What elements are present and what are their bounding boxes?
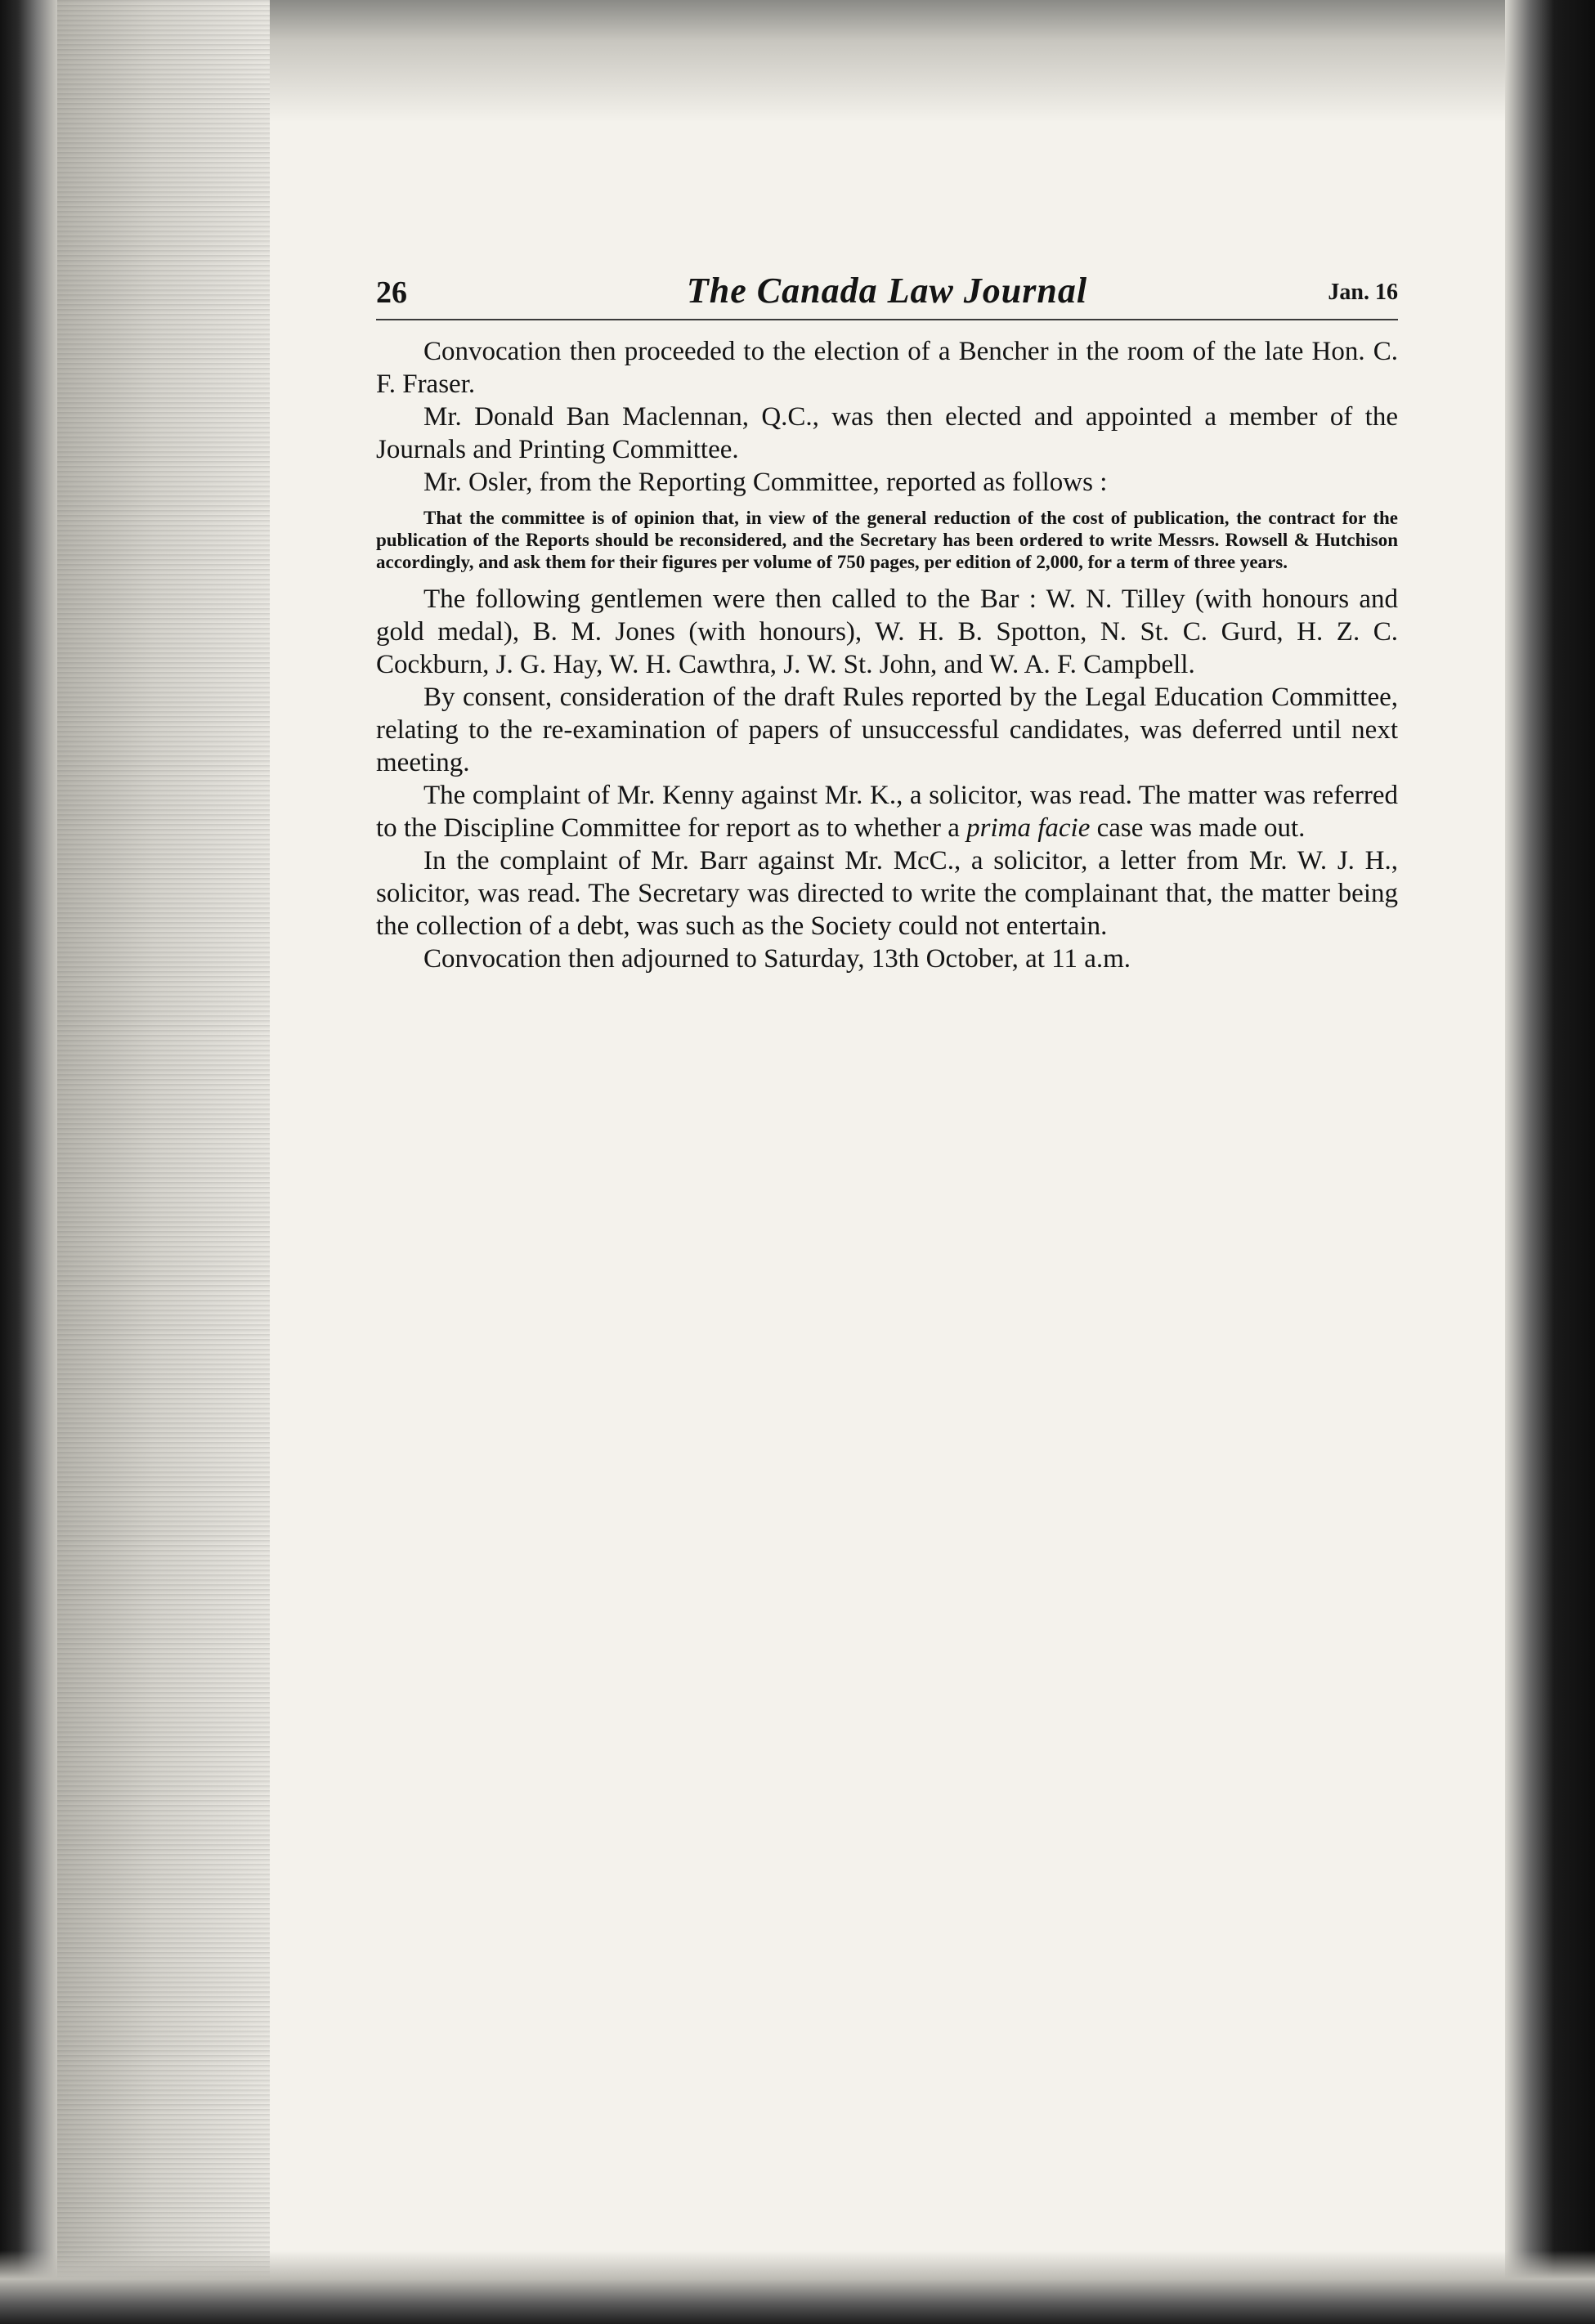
kenny-text-before: The complaint of Mr. Kenny against Mr. K., a solicitor, was read. The matter was referred to the Discipline Committee for report as to whether a <box>376 781 1398 843</box>
scan-binding-edge <box>0 0 57 2324</box>
kenny-text-after: case was made out. <box>1090 813 1306 843</box>
paragraph-called-to-bar: The following gentlemen were then called to the Bar : W. N. Tilley (with honours and gold medal), B. M. Jones (with honours), W. H. B. Spotton, N. St. C. Gurd, H. Z. C. Cockburn, J. G. Hay, W. H. Cawthra, J. W. St. John, and W. A. F. Campbell. <box>376 584 1398 679</box>
paragraph-kenny-complaint <box>376 779 1398 844</box>
paragraph-osler: Mr. Osler, from the Reporting Committee, reported as follows : <box>423 468 1108 497</box>
paragraph-adjournment: Convocation then adjourned to Saturday, 13th October, at 11 a.m. <box>423 944 1131 974</box>
document-page <box>376 270 1398 975</box>
scan-right-edge <box>1505 0 1595 2324</box>
running-head-date: Jan. 16 <box>1328 280 1398 305</box>
page-number: 26 <box>376 275 407 310</box>
paragraph-draft-rules: By consent, consideration of the draft Rules reported by the Legal Education Committee, relating to the re-examination of papers of unsuccessful candidates, was deferred until next meeting. <box>376 683 1398 777</box>
paragraph-maclennan: Mr. Donald Ban Maclennan, Q.C., was then elected and appointed a member of the Journals and Printing Committee. <box>376 402 1398 464</box>
paragraph-election: Convocation then proceeded to the election of a Bencher in the room of the late Hon. C. F. Fraser. <box>376 337 1398 399</box>
paragraph-barr-complaint: In the complaint of Mr. Barr against Mr. McC., a solicitor, a letter from Mr. W. J. H., solicitor, was read. The Secretary was directed to write the complainant that, the matter being the collection of a debt, was such as the Society could not entertain. <box>376 846 1398 941</box>
running-head <box>376 270 1398 320</box>
scan-gutter <box>57 0 270 2324</box>
scan-bottom-edge <box>0 2250 1595 2324</box>
paragraph-committee-report: That the committee is of opinion that, in view of the general reduction of the cost of publication, the contract for the publication of the Reports should be reconsidered, and the Secretary has been ordered to write Messrs. Rowsell & Hutchison accordingly, and ask them for their figures per volume of 750 pages, per edition of 2,000, for a term of three years. <box>376 508 1398 572</box>
prima-facie-phrase: prima facie <box>966 813 1091 843</box>
journal-title: The Canada Law Journal <box>686 271 1088 311</box>
